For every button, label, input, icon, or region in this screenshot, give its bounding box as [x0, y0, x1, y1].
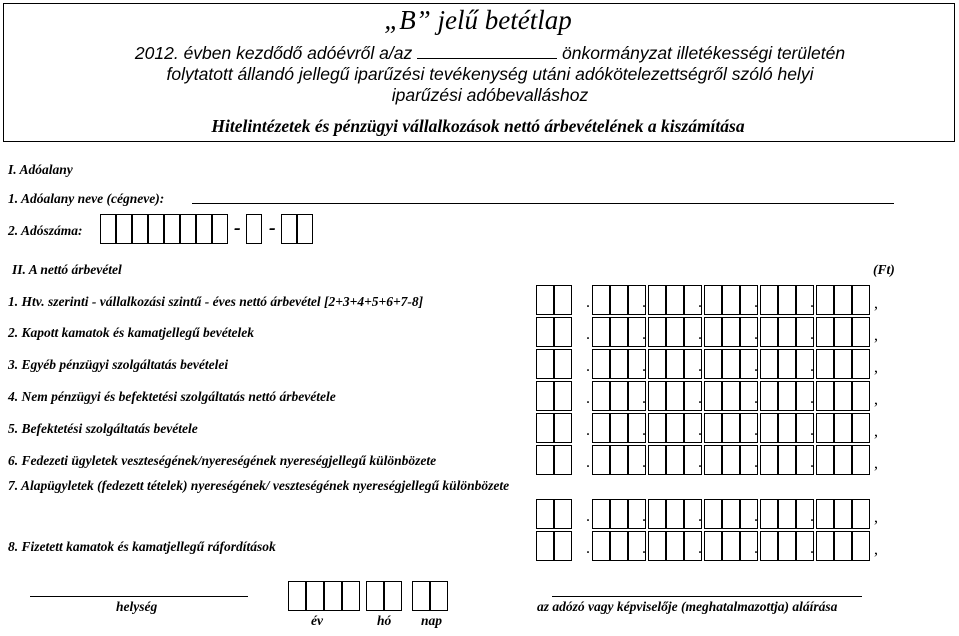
amount-digit-box[interactable]	[778, 285, 796, 315]
decimal-comma: ,	[874, 509, 878, 526]
thousands-separator: .	[810, 326, 814, 343]
amount-digit-box[interactable]	[648, 531, 666, 561]
amount-digit-box[interactable]	[648, 499, 666, 529]
thousands-separator: .	[586, 326, 590, 343]
amount-digit-box[interactable]	[536, 349, 554, 379]
amount-digit-box[interactable]	[592, 285, 610, 315]
decimal-comma: ,	[874, 295, 878, 312]
amount-digit-box[interactable]	[704, 349, 722, 379]
amount-digit-box[interactable]	[610, 349, 628, 379]
tax-digit-box[interactable]	[246, 214, 262, 244]
thousands-separator: .	[586, 358, 590, 375]
place-field[interactable]	[30, 596, 248, 597]
amount-digit-box[interactable]	[852, 499, 870, 529]
row-label-6: 6. Fedezeti ügyletek veszteségének/nyereségének nyereségjellegű különbözete	[8, 453, 437, 468]
amount-digit-box[interactable]	[816, 413, 834, 443]
amount-digit-box[interactable]	[536, 285, 554, 315]
amount-digit-box[interactable]	[760, 531, 778, 561]
row-label-1: 1. Htv. szerinti - vállalkozási szintű - éves nettó árbevétel [2+3+4+5+6+7-8]	[8, 294, 424, 309]
day-label: nap	[421, 613, 443, 628]
amount-digit-box[interactable]	[648, 285, 666, 315]
amount-digit-box[interactable]	[592, 531, 610, 561]
signature-label: az adózó vagy képviselője (meghatalmazottja) aláírása	[537, 599, 838, 614]
thousands-separator: .	[754, 454, 758, 471]
amount-digit-box[interactable]	[722, 285, 740, 315]
amount-digit-box[interactable]	[536, 499, 554, 529]
decimal-comma: ,	[874, 423, 878, 440]
name-label: 1. Adóalany neve (cégneve):	[8, 191, 165, 206]
amount-digit-box[interactable]	[852, 445, 870, 475]
date-digit-box[interactable]	[324, 581, 342, 611]
thousands-separator: .	[642, 294, 646, 311]
tax-digit-box[interactable]	[116, 214, 132, 244]
amount-digit-box[interactable]	[778, 445, 796, 475]
row-label-7: 7. Alapügyletek (fedezett tételek) nyereségének/ veszteségének nyereségjellegű különbözete	[8, 478, 510, 493]
tax-digit-box[interactable]	[148, 214, 164, 244]
municipality-blank[interactable]	[417, 44, 557, 59]
amount-digit-box[interactable]	[554, 445, 572, 475]
amount-digit-box[interactable]	[760, 349, 778, 379]
amount-digit-box[interactable]	[554, 381, 572, 411]
thousands-separator: .	[698, 390, 702, 407]
amount-digit-box[interactable]	[536, 445, 554, 475]
date-digit-box[interactable]	[288, 581, 306, 611]
amount-digit-box[interactable]	[610, 317, 628, 347]
amount-digit-box[interactable]	[666, 445, 684, 475]
page-title: „B” jelű betétlap	[384, 5, 572, 35]
tax-digit-box[interactable]	[132, 214, 148, 244]
thousands-separator: .	[586, 422, 590, 439]
amount-digit-box[interactable]	[760, 285, 778, 315]
thousands-separator: .	[698, 422, 702, 439]
amount-digit-box[interactable]	[816, 381, 834, 411]
thousands-separator: .	[642, 454, 646, 471]
row-label-8: 8. Fizetett kamatok és kamatjellegű ráfordítások	[8, 539, 276, 554]
amount-digit-box[interactable]	[778, 413, 796, 443]
thousands-separator: .	[586, 294, 590, 311]
date-digit-box[interactable]	[384, 581, 402, 611]
municipality-suffix: önkormányzat illetékességi területén	[562, 43, 846, 63]
amount-digit-box[interactable]	[816, 317, 834, 347]
thousands-separator: .	[642, 422, 646, 439]
header-line-1	[130, 43, 850, 64]
amount-digit-box[interactable]	[704, 285, 722, 315]
amount-digit-box[interactable]	[722, 531, 740, 561]
decimal-comma: ,	[874, 359, 878, 376]
name-field[interactable]	[192, 203, 894, 204]
amount-digit-box[interactable]	[592, 413, 610, 443]
amount-digit-box[interactable]	[816, 285, 834, 315]
thousands-separator: .	[586, 540, 590, 557]
year-label: év	[311, 613, 323, 628]
thousands-separator: .	[810, 390, 814, 407]
thousands-separator: .	[754, 358, 758, 375]
amount-digit-box[interactable]	[666, 317, 684, 347]
amount-digit-box[interactable]	[554, 499, 572, 529]
amount-digit-box[interactable]	[834, 413, 852, 443]
thousands-separator: .	[754, 326, 758, 343]
tax-digit-box[interactable]	[100, 214, 116, 244]
tax-number-label: 2. Adószáma:	[8, 223, 83, 238]
amount-digit-box[interactable]	[722, 499, 740, 529]
thousands-separator: .	[586, 390, 590, 407]
amount-digit-box[interactable]	[592, 445, 610, 475]
amount-digit-box[interactable]	[778, 531, 796, 561]
thousands-separator: .	[810, 508, 814, 525]
amount-digit-box[interactable]	[778, 317, 796, 347]
section-2-title: II. A nettó árbevétel	[12, 262, 122, 277]
thousands-separator: .	[810, 358, 814, 375]
amount-digit-box[interactable]	[610, 445, 628, 475]
header-line-3: iparűzési adóbevalláshoz	[391, 85, 589, 105]
tax-digit-box[interactable]	[164, 214, 180, 244]
amount-digit-box[interactable]	[666, 413, 684, 443]
amount-digit-box[interactable]	[816, 499, 834, 529]
amount-digit-box[interactable]	[666, 499, 684, 529]
amount-digit-box[interactable]	[648, 413, 666, 443]
amount-digit-box[interactable]	[666, 381, 684, 411]
amount-digit-box[interactable]	[778, 499, 796, 529]
amount-digit-box[interactable]	[816, 445, 834, 475]
thousands-separator: .	[698, 508, 702, 525]
amount-digit-box[interactable]	[610, 499, 628, 529]
amount-digit-box[interactable]	[666, 349, 684, 379]
amount-digit-box[interactable]	[760, 499, 778, 529]
amount-digit-box[interactable]	[704, 317, 722, 347]
tax-dash-1: -	[234, 217, 241, 239]
amount-digit-box[interactable]	[666, 285, 684, 315]
decimal-comma: ,	[874, 327, 878, 344]
amount-digit-box[interactable]	[778, 381, 796, 411]
amount-digit-box[interactable]	[816, 531, 834, 561]
thousands-separator: .	[698, 454, 702, 471]
place-label: helység	[116, 599, 158, 614]
section-1-title: I. Adóalany	[8, 162, 73, 177]
amount-digit-box[interactable]	[778, 349, 796, 379]
amount-digit-box[interactable]	[704, 381, 722, 411]
thousands-separator: .	[586, 454, 590, 471]
thousands-separator: .	[642, 358, 646, 375]
tax-digit-box[interactable]	[281, 214, 297, 244]
amount-digit-box[interactable]	[760, 413, 778, 443]
thousands-separator: .	[810, 454, 814, 471]
amount-digit-box[interactable]	[722, 349, 740, 379]
thousands-separator: .	[754, 540, 758, 557]
thousands-separator: .	[754, 390, 758, 407]
thousands-separator: .	[810, 422, 814, 439]
date-digit-box[interactable]	[306, 581, 324, 611]
amount-digit-box[interactable]	[554, 349, 572, 379]
amount-digit-box[interactable]	[592, 499, 610, 529]
row-label-5: 5. Befektetési szolgáltatás bevétele	[8, 421, 198, 436]
amount-digit-box[interactable]	[852, 381, 870, 411]
header-line-2: folytatott állandó jellegű iparűzési tevékenység utáni adókötelezettségről szóló helyi	[166, 64, 814, 84]
tax-digit-box[interactable]	[212, 214, 228, 244]
tax-dash-2: -	[269, 217, 276, 239]
tax-digit-box[interactable]	[196, 214, 212, 244]
amount-digit-box[interactable]	[852, 349, 870, 379]
thousands-separator: .	[810, 540, 814, 557]
amount-digit-box[interactable]	[722, 317, 740, 347]
thousands-separator: .	[642, 326, 646, 343]
amount-digit-box[interactable]	[610, 413, 628, 443]
date-digit-box[interactable]	[366, 581, 384, 611]
amount-digit-box[interactable]	[722, 445, 740, 475]
amount-digit-box[interactable]	[760, 317, 778, 347]
amount-digit-box[interactable]	[760, 381, 778, 411]
amount-digit-box[interactable]	[592, 381, 610, 411]
decimal-comma: ,	[874, 541, 878, 558]
decimal-comma: ,	[874, 455, 878, 472]
thousands-separator: .	[754, 508, 758, 525]
amount-digit-box[interactable]	[610, 381, 628, 411]
amount-digit-box[interactable]	[554, 531, 572, 561]
amount-digit-box[interactable]	[834, 499, 852, 529]
unit-label: (Ft)	[873, 262, 895, 277]
date-digit-box[interactable]	[430, 581, 448, 611]
tax-digit-box[interactable]	[180, 214, 196, 244]
thousands-separator: .	[754, 294, 758, 311]
amount-digit-box[interactable]	[554, 413, 572, 443]
amount-digit-box[interactable]	[834, 531, 852, 561]
thousands-separator: .	[810, 294, 814, 311]
amount-digit-box[interactable]	[852, 531, 870, 561]
row-label-2: 2. Kapott kamatok és kamatjellegű bevételek	[8, 325, 254, 340]
thousands-separator: .	[642, 390, 646, 407]
amount-digit-box[interactable]	[666, 531, 684, 561]
signature-field[interactable]	[552, 596, 862, 597]
amount-digit-box[interactable]	[648, 381, 666, 411]
amount-digit-box[interactable]	[816, 349, 834, 379]
amount-digit-box[interactable]	[592, 317, 610, 347]
amount-digit-box[interactable]	[834, 445, 852, 475]
amount-digit-box[interactable]	[648, 317, 666, 347]
thousands-separator: .	[586, 508, 590, 525]
amount-digit-box[interactable]	[536, 381, 554, 411]
thousands-separator: .	[698, 326, 702, 343]
decimal-comma: ,	[874, 391, 878, 408]
amount-digit-box[interactable]	[648, 445, 666, 475]
header-bold-line: Hitelintézetek és pénzügyi vállalkozások nettó árbevételének a kiszámítása	[211, 116, 745, 136]
amount-digit-box[interactable]	[704, 531, 722, 561]
amount-digit-box[interactable]	[704, 445, 722, 475]
month-label: hó	[377, 613, 392, 628]
amount-digit-box[interactable]	[704, 413, 722, 443]
thousands-separator: .	[754, 422, 758, 439]
amount-digit-box[interactable]	[610, 285, 628, 315]
amount-digit-box[interactable]	[834, 285, 852, 315]
amount-digit-box[interactable]	[554, 317, 572, 347]
amount-digit-box[interactable]	[554, 285, 572, 315]
amount-digit-box[interactable]	[852, 317, 870, 347]
amount-digit-box[interactable]	[834, 317, 852, 347]
thousands-separator: .	[698, 294, 702, 311]
amount-digit-box[interactable]	[648, 349, 666, 379]
year-text: 2012. évben kezdődő	[134, 43, 303, 63]
amount-digit-box[interactable]	[536, 413, 554, 443]
amount-digit-box[interactable]	[852, 413, 870, 443]
row-label-3: 3. Egyéb pénzügyi szolgáltatás bevételei	[8, 357, 229, 372]
amount-digit-box[interactable]	[834, 381, 852, 411]
amount-digit-box[interactable]	[760, 445, 778, 475]
amount-digit-box[interactable]	[722, 413, 740, 443]
amount-digit-box[interactable]	[704, 499, 722, 529]
amount-digit-box[interactable]	[722, 381, 740, 411]
thousands-separator: .	[642, 540, 646, 557]
row-label-4: 4. Nem pénzügyi és befektetési szolgáltatás nettó árbevétele	[8, 389, 336, 404]
amount-digit-box[interactable]	[610, 531, 628, 561]
amount-digit-box[interactable]	[852, 285, 870, 315]
amount-digit-box[interactable]	[536, 317, 554, 347]
date-digit-box[interactable]	[342, 581, 360, 611]
tax-digit-box[interactable]	[297, 214, 313, 244]
amount-digit-box[interactable]	[834, 349, 852, 379]
thousands-separator: .	[642, 508, 646, 525]
amount-digit-box[interactable]	[536, 531, 554, 561]
municipality-prefix: adóévről a/az	[307, 43, 413, 63]
amount-digit-box[interactable]	[592, 349, 610, 379]
thousands-separator: .	[698, 358, 702, 375]
thousands-separator: .	[698, 540, 702, 557]
date-digit-box[interactable]	[412, 581, 430, 611]
